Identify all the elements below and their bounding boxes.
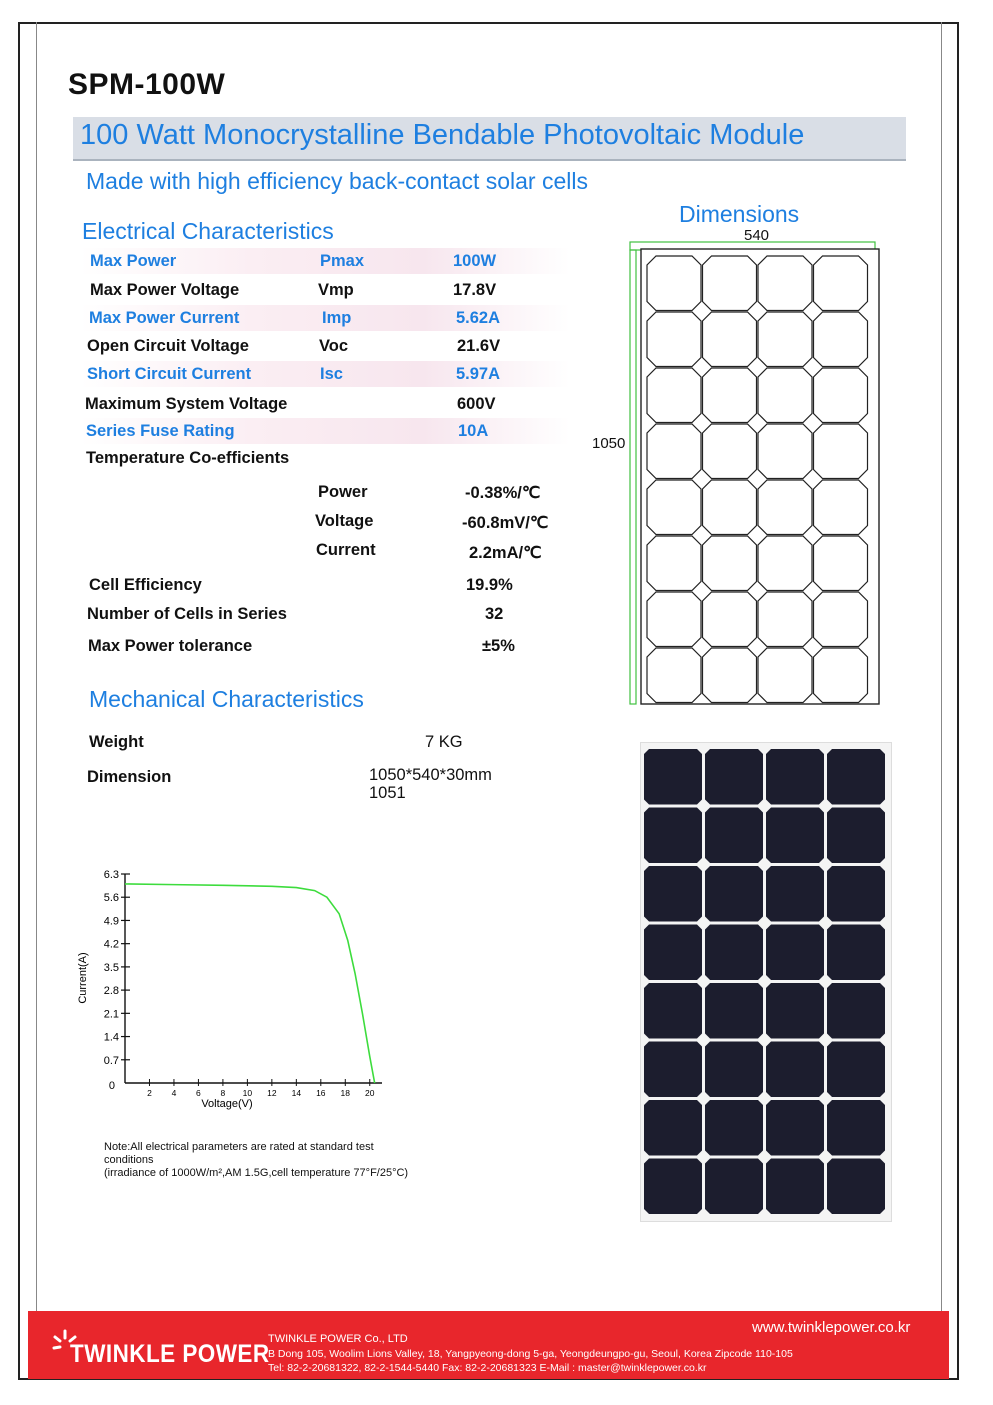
spec-label: Series Fuse Rating bbox=[86, 422, 235, 440]
solar-cell bbox=[766, 1159, 824, 1215]
coeff-label-power: Power bbox=[318, 483, 368, 501]
spec-row-system-voltage bbox=[80, 391, 570, 417]
cell-outline bbox=[703, 536, 757, 591]
model-number: SPM-100W bbox=[68, 68, 226, 101]
cell-outline bbox=[647, 368, 701, 423]
solar-cell bbox=[644, 749, 702, 805]
footnote-line-2: (irradiance of 1000W/m²,AM 1.5G,cell temperature 77°F/25°C) bbox=[104, 1167, 409, 1179]
mechanical-heading: Mechanical Characteristics bbox=[89, 686, 364, 712]
y-tick-label: 5.6 bbox=[103, 892, 119, 905]
coeff-label-voltage: Voltage bbox=[315, 512, 374, 530]
cell-outline bbox=[814, 592, 868, 647]
spec-label: Maximum System Voltage bbox=[85, 395, 288, 413]
y-tick-label: 3.5 bbox=[103, 961, 119, 974]
cell-outline bbox=[758, 256, 812, 311]
mech-value-dimension-2: 1051 bbox=[369, 784, 406, 802]
mech-label-dimension: Dimension bbox=[87, 768, 172, 786]
spec-label: Short Circuit Current bbox=[87, 365, 252, 383]
cell-outline bbox=[758, 592, 812, 647]
solar-cell bbox=[827, 1100, 885, 1156]
solar-cell bbox=[705, 749, 763, 805]
cell-outline bbox=[647, 480, 701, 535]
solar-cell bbox=[766, 749, 824, 805]
cell-outline bbox=[814, 648, 868, 703]
company-name: TWINKLE POWER Co., LTD bbox=[268, 1333, 408, 1345]
margin-line-left bbox=[36, 22, 37, 1312]
spec-row-temp-coefficients bbox=[80, 445, 570, 471]
solar-cell bbox=[644, 808, 702, 864]
y-tick-label: 0 bbox=[108, 1080, 115, 1092]
coeff-value-current: 2.2mA/℃ bbox=[469, 544, 542, 562]
cell-outline bbox=[758, 648, 812, 703]
electrical-heading: Electrical Characteristics bbox=[82, 218, 334, 244]
panel-dimension-drawing bbox=[625, 238, 885, 708]
coeff-value-voltage: -60.8mV/℃ bbox=[462, 514, 549, 532]
cell-outline bbox=[703, 480, 757, 535]
solar-cell bbox=[827, 749, 885, 805]
cell-outline bbox=[758, 368, 812, 423]
x-tick-label: 14 bbox=[291, 1088, 302, 1098]
solar-cell bbox=[644, 866, 702, 922]
cell-outline bbox=[703, 424, 757, 479]
solar-cell bbox=[705, 925, 763, 981]
y-tick-label: 2.1 bbox=[103, 1008, 119, 1021]
solar-cell bbox=[827, 1042, 885, 1098]
x-tick-label: 2 bbox=[147, 1088, 152, 1098]
dimension-height-label: 1050 bbox=[592, 435, 626, 452]
dimensions-heading: Dimensions bbox=[679, 201, 800, 227]
solar-cell bbox=[705, 1042, 763, 1098]
spec-value-power-tolerance: ±5% bbox=[482, 637, 515, 655]
company-address: B Dong 105, Woolim Lions Valley, 18, Yangpyeong-dong 5-ga, Yeongdeungpo-gu, Seoul, Korea Zipcode 110-105 bbox=[268, 1348, 793, 1360]
spec-label-cell-efficiency: Cell Efficiency bbox=[89, 576, 202, 594]
solar-cell bbox=[705, 1100, 763, 1156]
spec-label-cells-in-series: Number of Cells in Series bbox=[87, 605, 287, 623]
company-contact: Tel: 82-2-20681322, 82-2-1544-5440 Fax: 82-2-20681323 E-Mail : master@twinklepower.co.kr bbox=[268, 1362, 707, 1374]
spec-value: 5.62A bbox=[456, 309, 501, 327]
spec-value: 100W bbox=[453, 252, 497, 270]
cell-outline bbox=[814, 480, 868, 535]
dimension-width-label: 540 bbox=[744, 227, 770, 244]
solar-cell bbox=[644, 925, 702, 981]
solar-cell bbox=[766, 983, 824, 1039]
spec-row-isc bbox=[80, 361, 570, 387]
spec-value-cells-in-series: 32 bbox=[485, 605, 504, 623]
spec-value-cell-efficiency: 19.9% bbox=[466, 576, 513, 594]
solar-cell bbox=[766, 808, 824, 864]
solar-cell bbox=[705, 1159, 763, 1215]
spec-row-voc bbox=[80, 333, 570, 359]
spec-label: Open Circuit Voltage bbox=[87, 337, 249, 355]
solar-cell bbox=[766, 1042, 824, 1098]
solar-cell bbox=[827, 983, 885, 1039]
coeff-value-power: -0.38%/℃ bbox=[465, 484, 541, 502]
height-dimension-line bbox=[630, 250, 636, 704]
x-tick-label: 6 bbox=[196, 1088, 201, 1098]
solar-cell bbox=[827, 1159, 885, 1215]
cell-outline bbox=[647, 536, 701, 591]
solar-cell bbox=[827, 866, 885, 922]
website-link[interactable]: www.twinklepower.co.kr bbox=[752, 1319, 911, 1336]
solar-cell bbox=[766, 866, 824, 922]
cell-outline bbox=[814, 536, 868, 591]
cell-outline bbox=[758, 424, 812, 479]
cell-outline bbox=[758, 312, 812, 367]
cell-outline bbox=[758, 480, 812, 535]
cell-outline bbox=[703, 368, 757, 423]
cell-outline bbox=[814, 368, 868, 423]
x-tick-label: 4 bbox=[171, 1088, 177, 1098]
spec-symbol: Pmax bbox=[320, 252, 365, 270]
cell-outline bbox=[703, 648, 757, 703]
x-tick-label: 12 bbox=[267, 1088, 277, 1098]
spec-label-power-tolerance: Max Power tolerance bbox=[88, 637, 253, 655]
mech-value-dimension: 1050*540*30mm bbox=[369, 766, 492, 784]
spec-symbol: Voc bbox=[319, 337, 349, 355]
margin-line-right bbox=[941, 22, 942, 1312]
mech-value-weight: 7 KG bbox=[425, 733, 463, 751]
panel-photo bbox=[640, 742, 892, 1222]
solar-cell bbox=[827, 925, 885, 981]
spec-row-max-power bbox=[80, 248, 570, 274]
solar-cell bbox=[705, 983, 763, 1039]
x-tick-label: 16 bbox=[316, 1088, 326, 1098]
spec-value: 17.8V bbox=[453, 281, 497, 299]
spec-value: 10A bbox=[458, 422, 489, 440]
product-title: 100 Watt Monocrystalline Bendable Photovoltaic Module bbox=[80, 119, 805, 151]
spec-symbol: Vmp bbox=[318, 281, 354, 299]
mech-label-weight: Weight bbox=[89, 733, 144, 751]
y-tick-label: 4.9 bbox=[103, 915, 119, 928]
cell-outline bbox=[647, 312, 701, 367]
spec-symbol: Imp bbox=[322, 309, 352, 327]
y-tick-label: 6.3 bbox=[103, 869, 119, 881]
cell-outline bbox=[647, 592, 701, 647]
spec-value: 600V bbox=[457, 395, 496, 413]
spec-label: Max Power Current bbox=[89, 309, 240, 327]
footnote bbox=[104, 1141, 424, 1180]
solar-cell bbox=[827, 808, 885, 864]
cell-outline bbox=[647, 256, 701, 311]
iv-curve-line bbox=[125, 884, 375, 1083]
solar-cell bbox=[644, 1100, 702, 1156]
solar-cell bbox=[766, 925, 824, 981]
x-axis-label: Voltage(V) bbox=[201, 1098, 253, 1110]
spec-label: Max Power Voltage bbox=[90, 281, 240, 299]
y-tick-label: 1.4 bbox=[103, 1031, 119, 1044]
x-tick-label: 8 bbox=[220, 1088, 226, 1098]
panel-photo-graphic bbox=[641, 743, 891, 1221]
x-tick-label: 20 bbox=[365, 1088, 375, 1098]
y-tick-label: 0.7 bbox=[103, 1054, 119, 1067]
cell-outline bbox=[814, 312, 868, 367]
spec-row-vmp bbox=[80, 277, 570, 303]
coeff-label-current: Current bbox=[316, 541, 376, 559]
cell-outline bbox=[703, 256, 757, 311]
cell-outline bbox=[758, 536, 812, 591]
solar-cell bbox=[705, 808, 763, 864]
spec-value: 21.6V bbox=[457, 337, 501, 355]
solar-cell bbox=[766, 1100, 824, 1156]
company-logo-text: TWINKLE POWER bbox=[70, 1340, 270, 1368]
solar-cell bbox=[644, 1159, 702, 1215]
cell-outline bbox=[703, 312, 757, 367]
spec-row-imp bbox=[80, 305, 570, 331]
spec-label: Max Power bbox=[90, 252, 177, 270]
x-tick-label: 18 bbox=[340, 1088, 351, 1098]
cell-outline bbox=[703, 592, 757, 647]
solar-cell bbox=[644, 1042, 702, 1098]
cell-outline bbox=[647, 424, 701, 479]
y-tick-label: 4.2 bbox=[103, 938, 119, 951]
product-subtitle: Made with high efficiency back-contact solar cells bbox=[86, 168, 588, 194]
x-tick-label: 10 bbox=[242, 1088, 253, 1098]
y-tick-label: 2.8 bbox=[103, 985, 119, 998]
iv-curve-chart bbox=[70, 860, 400, 1115]
cell-outline bbox=[814, 424, 868, 479]
spec-symbol: Isc bbox=[320, 365, 343, 383]
cell-outline bbox=[647, 648, 701, 703]
solar-cell bbox=[705, 866, 763, 922]
cell-outline bbox=[814, 256, 868, 311]
y-axis-label: Current(A) bbox=[77, 952, 89, 1004]
solar-cell bbox=[644, 983, 702, 1039]
footnote-line-1: Note:All electrical parameters are rated at standard test conditions bbox=[104, 1141, 374, 1166]
spec-row-fuse-rating bbox=[80, 418, 570, 444]
spec-label: Temperature Co-efficients bbox=[86, 449, 290, 467]
spec-value: 5.97A bbox=[456, 365, 501, 383]
